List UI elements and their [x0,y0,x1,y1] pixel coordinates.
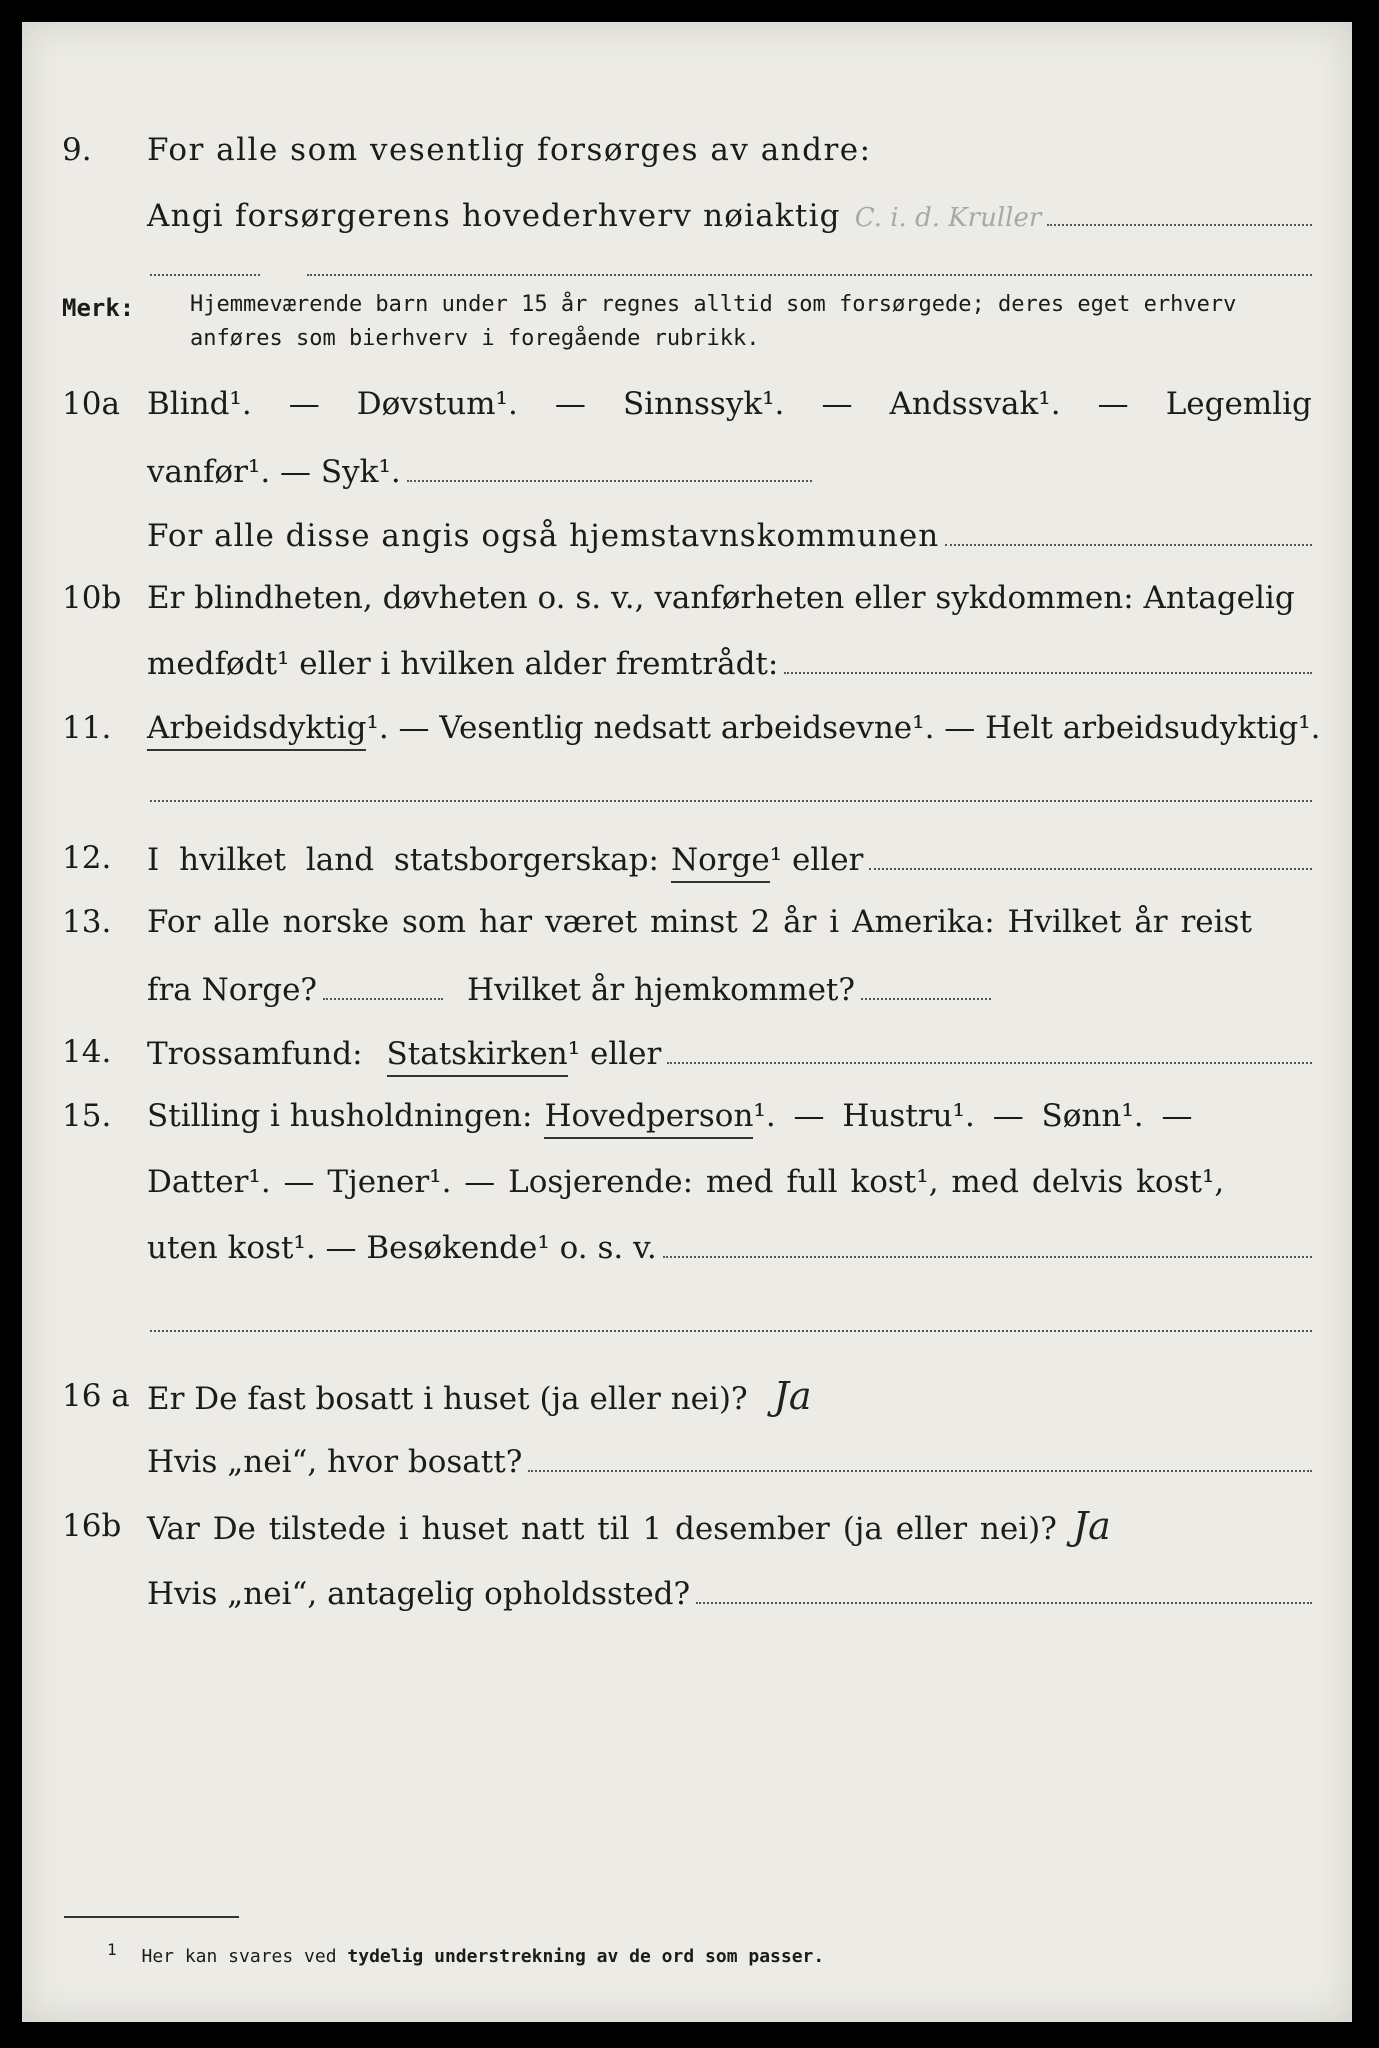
q15-text2: Datter¹. — Tjener¹. — Losjerende: med full kost¹, med delvis kost¹, [147,1164,1225,1200]
q15-hovedperson[interactable]: Hovedperson [544,1096,753,1139]
q16a-text2: Hvis „nei“, hvor bosatt? [147,1444,523,1480]
q15-text: Stilling i husholdningen: [147,1098,533,1134]
footnote-text-b: tydelig understrekning av de ord som passer. [347,1946,825,1967]
opt-sinnssyk[interactable]: Sinnssyk¹. [622,386,785,422]
footnote-mark: 1 [107,1940,117,1959]
q16a-text1: Er De fast bosatt i huset (ja eller nei)? [147,1381,748,1417]
q15-extra-line[interactable] [150,1330,1312,1332]
opt-legemlig[interactable]: Legemlig [1165,386,1312,422]
q14-answer-line[interactable] [667,1032,1312,1064]
q9-text2: Angi forsørgerens hovederhverv nøiaktig [147,198,841,234]
q12-number: 12. [62,840,112,876]
q15-after: ¹. — Hustru¹. — Sønn¹. — [753,1098,1193,1134]
q16b-text1: Var De tilstede i huset natt til 1 desember (ja eller nei)? [147,1511,1057,1547]
q11-number: 11. [62,710,112,746]
q10b-text1: Er blindheten, døvheten o. s. v., vanførheten eller sykdommen: Antagelig [147,580,1295,616]
q14-number: 14. [62,1034,112,1070]
q13-hjem-label: Hvilket år hjemkommet? [467,972,856,1008]
q9-answer-line[interactable] [1047,194,1312,226]
merk-label: Merk: [62,294,135,322]
q10a-text2: vanfør¹. — Syk¹. [147,454,401,490]
q13-number: 13. [62,904,112,940]
q11-arbeidsdyktig[interactable]: Arbeidsdyktig [147,708,366,751]
q16a-answer-line[interactable] [528,1440,1312,1472]
q16b-answer[interactable]: Ja [1072,1504,1111,1548]
q10a-kommune-line[interactable] [945,514,1312,546]
q15-number: 15. [62,1098,112,1134]
q13-reist-label: fra Norge? [147,972,318,1008]
footnote [107,1940,824,1967]
footnote-rule [64,1916,239,1918]
q14-statskirken[interactable]: Statskirken [387,1034,568,1077]
q9-number: 9. [62,132,92,168]
q13-hjem-line[interactable] [861,968,991,1000]
q16b-answer-line[interactable] [696,1572,1312,1604]
q9-extra-line-b[interactable] [307,274,1312,276]
q12-answer-line[interactable] [869,838,1312,870]
footnote-text-a: Her kan svares ved [141,1946,337,1967]
q12-text: I hvilket land statsborgerskap: [147,842,659,878]
census-form-page [22,22,1352,2022]
q9-pencil-answer: C. i. d. Kruller [854,203,1042,233]
q9-extra-line-a[interactable] [150,274,260,276]
opt-blind[interactable]: Blind¹. [147,386,252,422]
opt-dovstum[interactable]: Døvstum¹. [356,386,518,422]
q10a-text3: For alle disse angis også hjemstavnskommunen [147,518,940,554]
q16b-text2: Hvis „nei“, antagelig opholdssted? [147,1576,691,1612]
q12-norge[interactable]: Norge [671,840,770,883]
q13-reist-line[interactable] [323,968,443,1000]
q10a-syk-line[interactable] [407,450,812,482]
merk-text: Hjemmeværende barn under 15 år regnes alltid som forsørgede; deres eget erhverv anføres som bierhverv i foregående rubrikk. [190,292,1237,351]
q14-after: ¹ eller [567,1036,662,1072]
q11-extra-line[interactable] [150,800,1312,802]
q15-text3: uten kost¹. — Besøkende¹ o. s. v. [147,1230,657,1266]
q15-answer-line[interactable] [663,1226,1312,1258]
q16a-number: 16 a [62,1378,130,1414]
q10a-number: 10a [62,386,120,422]
q16a-answer[interactable]: Ja [773,1374,812,1418]
q9-text1: For alle som vesentlig forsørges av andre: [147,132,872,168]
q10b-answer-line[interactable] [784,642,1312,674]
q12-after: ¹ eller [769,842,864,878]
opt-andssvak[interactable]: Andssvak¹. [889,386,1061,422]
q14-text: Trossamfund: [147,1036,363,1072]
q16b-number: 16b [62,1508,122,1544]
q10a-options: Blind¹. — Døvstum¹. — Sinnssyk¹. — Andssvak¹. — Legemlig [147,386,1312,422]
q10b-text2: medfødt¹ eller i hvilken alder fremtrådt: [147,646,779,682]
q13-text1: For alle norske som har været minst 2 år i Amerika: Hvilket år reist [147,904,1252,940]
q11-rest: ¹. — Vesentlig nedsatt arbeidsevne¹. — Helt arbeidsudyktig¹. [366,710,1321,746]
q10b-number: 10b [62,580,122,616]
